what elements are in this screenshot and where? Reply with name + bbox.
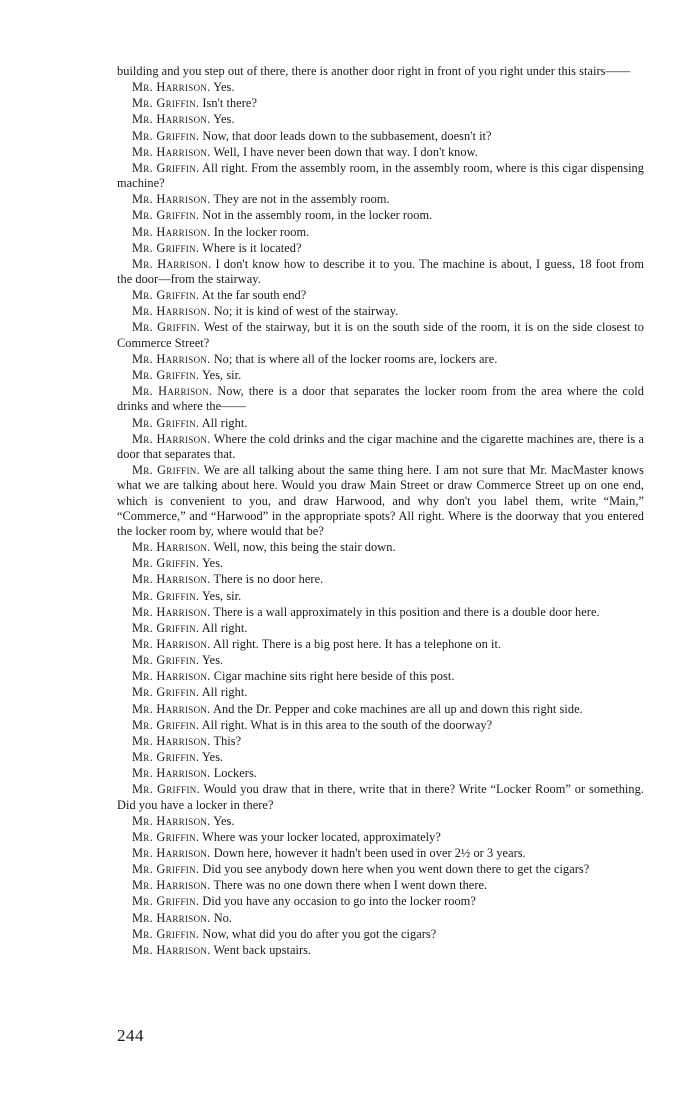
speaker-name: Mr. Griffin. (132, 653, 200, 668)
testimony-paragraph (117, 943, 644, 958)
testimony-paragraph (117, 702, 644, 717)
utterance-text: No; that is where all of the locker rooms are, lockers are. (210, 351, 498, 366)
testimony-paragraph (117, 257, 644, 288)
utterance-text: In the locker room. (210, 224, 310, 239)
speaker-name: Mr. Harrison. (132, 144, 211, 159)
utterance-text: Went back upstairs. (210, 942, 312, 957)
speaker-name: Mr. Griffin. (132, 415, 200, 430)
testimony-paragraph (117, 352, 644, 367)
utterance-text: Now, what did you do after you got the cigars? (199, 926, 437, 941)
testimony-paragraph (117, 927, 644, 942)
testimony-paragraph (117, 96, 644, 111)
utterance-text: No. (210, 910, 233, 925)
speaker-name: Mr. Harrison. (132, 572, 211, 587)
testimony-paragraph (117, 192, 644, 207)
speaker-name: Mr. Griffin. (132, 620, 200, 635)
utterance-text: There is a wall approximately in this position and there is a double door here. (210, 604, 600, 619)
testimony-paragraph (117, 225, 644, 240)
utterance-text: Lockers. (210, 766, 257, 781)
testimony-paragraph (117, 782, 644, 813)
testimony-paragraph (117, 814, 644, 829)
utterance-text: All right. What is in this area to the south of the doorway? (199, 717, 493, 732)
testimony-paragraph (117, 208, 644, 223)
speaker-name: Mr. Harrison. (132, 256, 212, 271)
utterance-text: Where was your locker located, approximately? (199, 829, 441, 844)
utterance-text: All right. (199, 415, 248, 430)
testimony-paragraph (117, 112, 644, 127)
testimony-paragraph (117, 64, 644, 79)
testimony-paragraph (117, 685, 644, 700)
utterance-text: All right. From the assembly room, in the assembly room, where is this cigar dispensing machine? (117, 160, 644, 191)
testimony-paragraph (117, 80, 644, 95)
speaker-name: Mr. Harrison. (132, 766, 211, 781)
utterance-text: Yes, sir. (199, 588, 242, 603)
testimony-paragraph (117, 637, 644, 652)
speaker-name: Mr. Harrison. (132, 224, 211, 239)
speaker-name: Mr. Griffin. (132, 240, 200, 255)
testimony-paragraph (117, 734, 644, 749)
testimony-paragraph (117, 862, 644, 877)
speaker-name: Mr. Griffin. (132, 894, 200, 909)
speaker-name: Mr. Griffin. (132, 208, 200, 223)
speaker-name: Mr. Griffin. (132, 717, 200, 732)
testimony-paragraph (117, 145, 644, 160)
utterance-text: Not in the assembly room, in the locker room. (199, 208, 433, 223)
testimony-paragraph (117, 878, 644, 893)
speaker-name: Mr. Griffin. (132, 588, 200, 603)
testimony-paragraph (117, 463, 644, 539)
utterance-text: Would you draw that in there, write that in there? Write “Locker Room” or something. Did you have a locker in there? (117, 782, 644, 812)
testimony-paragraph (117, 556, 644, 571)
utterance-text: Yes, sir. (199, 368, 242, 382)
utterance-text: Yes. (210, 80, 235, 95)
utterance-text: Cigar machine sits right here beside of this post. (210, 669, 455, 684)
testimony-paragraph (117, 894, 644, 909)
testimony-paragraph (117, 621, 644, 636)
utterance-text: Yes. (199, 653, 224, 668)
testimony-paragraph (117, 589, 644, 604)
testimony-transcript (117, 64, 644, 958)
utterance-text: Did you have any occasion to go into the locker room? (199, 894, 476, 909)
speaker-name: Mr. Harrison. (132, 112, 211, 127)
utterance-text: I don't know how to describe it to you. The machine is about, I guess, 18 foot from the door—from the stairway. (117, 256, 644, 287)
speaker-name: Mr. Griffin. (132, 288, 200, 303)
utterance-text: There is no door here. (210, 572, 324, 587)
speaker-name: Mr. Griffin. (132, 926, 200, 941)
speaker-name: Mr. Harrison. (132, 637, 211, 652)
testimony-paragraph (117, 368, 644, 383)
testimony-paragraph (117, 605, 644, 620)
utterance-text: Yes. (199, 556, 224, 571)
utterance-text: No; it is kind of west of the stairway. (210, 304, 399, 319)
testimony-paragraph (117, 572, 644, 587)
testimony-paragraph (117, 161, 644, 192)
speaker-name: Mr. Harrison. (132, 813, 211, 828)
testimony-paragraph (117, 750, 644, 765)
speaker-name: Mr. Griffin. (132, 463, 200, 478)
utterance-text: Well, I have never been down that way. I don't know. (210, 144, 478, 159)
speaker-name: Mr. Griffin. (132, 862, 200, 877)
speaker-name: Mr. Griffin. (132, 368, 200, 382)
utterance-text: Down here, however it hadn't been used in over 2½ or 3 years. (210, 845, 526, 860)
speaker-name: Mr. Harrison. (132, 942, 211, 957)
testimony-paragraph (117, 304, 644, 319)
utterance-text: Now, there is a door that separates the locker room from the area where the cold drinks and where the—— (117, 384, 644, 414)
utterance-text: Where the cold drinks and the cigar machine and the cigarette machines are, there is a door that separates that. (117, 431, 644, 461)
speaker-name: Mr. Griffin. (132, 750, 200, 765)
testimony-paragraph (117, 653, 644, 668)
transcript-page (117, 64, 644, 959)
testimony-paragraph (117, 718, 644, 733)
utterance-text: Now, that door leads down to the subbasement, doesn't it? (199, 128, 492, 143)
utterance-text: Yes. (199, 750, 224, 765)
speaker-name: Mr. Griffin. (132, 96, 200, 111)
speaker-name: Mr. Harrison. (132, 540, 211, 555)
testimony-paragraph (117, 416, 644, 431)
testimony-paragraph (117, 766, 644, 781)
utterance-text: They are not in the assembly room. (210, 192, 390, 207)
speaker-name: Mr. Harrison. (132, 431, 211, 446)
speaker-name: Mr. Harrison. (132, 80, 211, 95)
utterance-text: Yes. (210, 112, 235, 127)
utterance-text: Did you see anybody down here when you went down there to get the cigars? (199, 862, 590, 877)
testimony-paragraph (117, 432, 644, 463)
utterance-text: Well, now, this being the stair down. (210, 540, 396, 555)
utterance-text: Isn't there? (199, 96, 257, 111)
speaker-name: Mr. Harrison. (132, 604, 211, 619)
speaker-name: Mr. Griffin. (132, 685, 200, 700)
utterance-text: There was no one down there when I went down there. (210, 878, 488, 893)
speaker-name: Mr. Harrison. (132, 701, 211, 716)
speaker-name: Mr. Harrison. (132, 733, 211, 748)
testimony-paragraph (117, 830, 644, 845)
speaker-name: Mr. Harrison. (132, 845, 211, 860)
speaker-name: Mr. Griffin. (132, 782, 200, 797)
testimony-paragraph (117, 911, 644, 926)
speaker-name: Mr. Griffin. (132, 829, 200, 844)
speaker-name: Mr. Harrison. (132, 384, 213, 399)
speaker-name: Mr. Griffin. (132, 160, 200, 175)
speaker-name: Mr. Harrison. (132, 910, 211, 925)
speaker-name: Mr. Griffin. (132, 320, 201, 335)
testimony-paragraph (117, 129, 644, 144)
utterance-text: Yes. (210, 813, 235, 828)
utterance-text: This? (210, 733, 242, 748)
utterance-text: West of the stairway, but it is on the south side of the room, it is on the side closest to Commerce Street? (117, 320, 645, 350)
testimony-paragraph (117, 669, 644, 684)
testimony-paragraph (117, 540, 644, 555)
testimony-paragraph (117, 384, 644, 415)
utterance-text: At the far south end? (199, 288, 307, 303)
utterance-text: All right. (199, 685, 248, 700)
utterance-text: And the Dr. Pepper and coke machines are all up and down this right side. (210, 701, 583, 716)
utterance-text: All right. (199, 620, 248, 635)
speaker-name: Mr. Harrison. (132, 351, 211, 366)
page-number: 244 (117, 1026, 144, 1045)
utterance-text: All right. There is a big post here. It has a telephone on it. (210, 637, 502, 652)
testimony-paragraph (117, 241, 644, 256)
utterance-text: building and you step out of there, there is another door right in front of you right under this stairs—— (117, 64, 631, 78)
speaker-name: Mr. Harrison. (132, 304, 211, 319)
testimony-paragraph (117, 320, 644, 351)
speaker-name: Mr. Harrison. (132, 669, 211, 684)
speaker-name: Mr. Harrison. (132, 878, 211, 893)
speaker-name: Mr. Griffin. (132, 556, 200, 571)
testimony-paragraph (117, 288, 644, 303)
speaker-name: Mr. Harrison. (132, 192, 211, 207)
testimony-paragraph (117, 846, 644, 861)
utterance-text: We are all talking about the same thing here. I am not sure that Mr. MacMaster knows what we are talking about here. Would you draw Main Street or draw Commerce Street up on one end, which is convenient to you, and draw Harwood, and why don't you label them, write “Main,” “Commerce,” and “Harwood” in the appropriate spots? All right. Where is the doorway that you entered the locker room by, where would that be? (117, 463, 644, 539)
utterance-text: Where is it located? (199, 240, 302, 255)
speaker-name: Mr. Griffin. (132, 128, 200, 143)
